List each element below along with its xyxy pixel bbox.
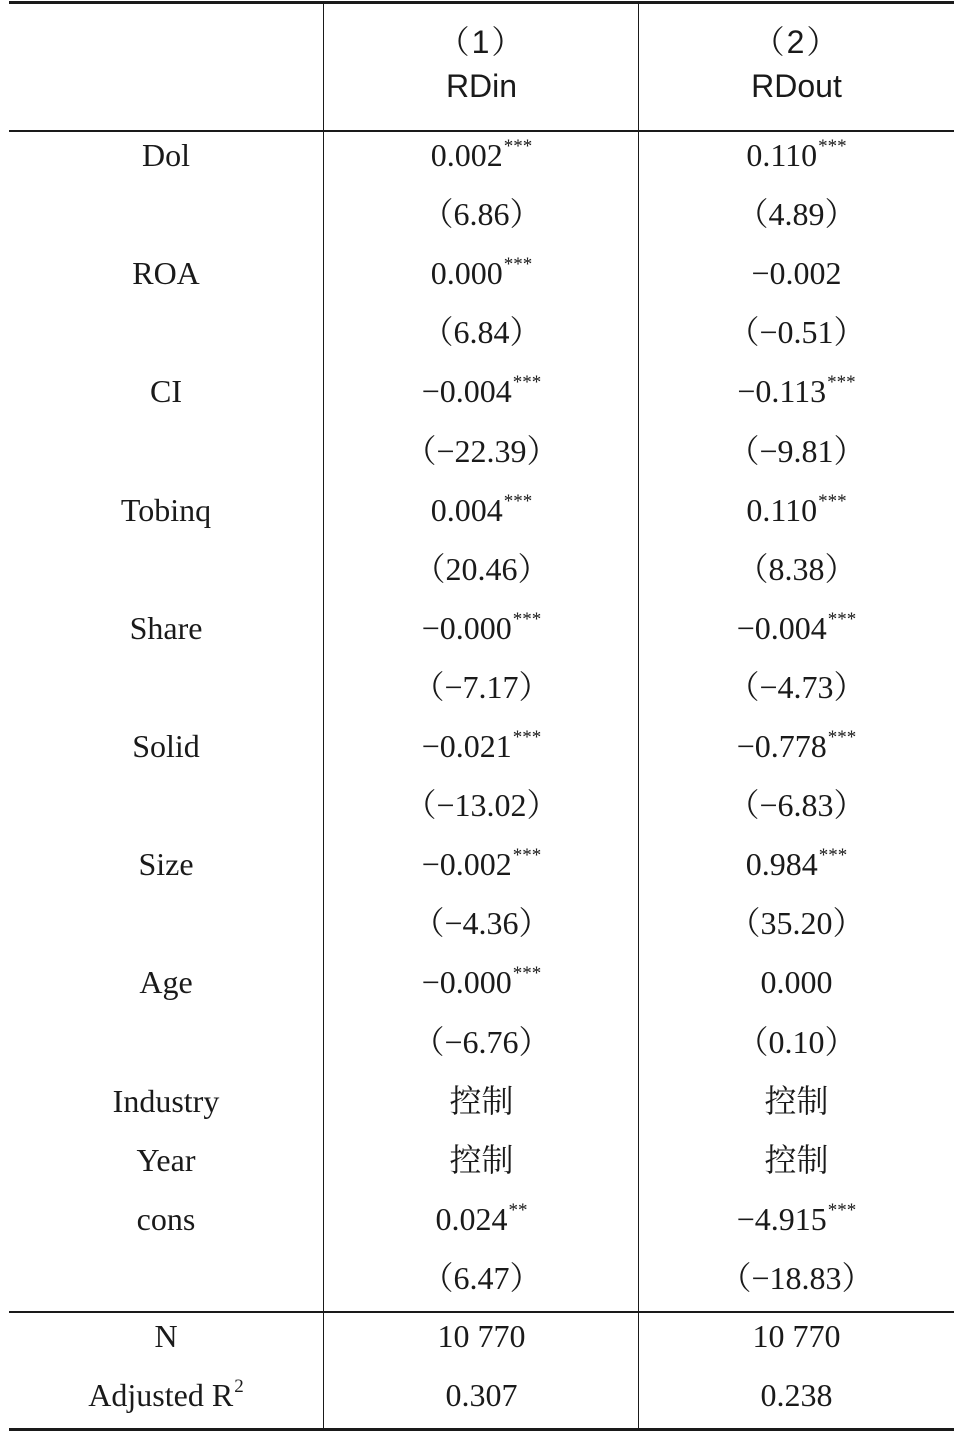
significance-stars: *** <box>512 963 542 985</box>
row-label-value: Year <box>136 1141 196 1178</box>
cell-rdin-value: （20.46） <box>413 550 550 587</box>
table-row <box>9 1249 954 1308</box>
cell-rdout-value: （−18.83） <box>719 1259 874 1296</box>
row-label <box>9 658 323 717</box>
row-label <box>9 894 323 953</box>
cell-rdin <box>324 1249 639 1308</box>
row-label <box>9 481 323 540</box>
cell-rdin-value: −0.000 <box>421 964 512 1001</box>
cell-rdin <box>324 717 639 776</box>
cell-rdin <box>324 658 639 717</box>
significance-stars: *** <box>512 608 542 630</box>
column-header-2 <box>639 20 954 108</box>
cell-rdout-value: 0.984 <box>745 846 818 883</box>
cell-rdin-value: （−13.02） <box>404 787 559 824</box>
cell-rdin-value: （6.86） <box>421 196 542 233</box>
cell-rdout <box>639 1072 954 1131</box>
table-row <box>9 1190 954 1249</box>
cell-rdin <box>324 1131 639 1190</box>
cell-rdin-value: 0.307 <box>445 1377 518 1414</box>
significance-stars: *** <box>512 845 542 867</box>
cell-rdout-value: −4.915 <box>736 1200 827 1237</box>
cell-rdout <box>639 953 954 1012</box>
row-label-value: Age <box>139 964 193 1001</box>
footer-row <box>9 1307 954 1366</box>
cell-rdin-value: （6.47） <box>421 1259 542 1296</box>
row-label <box>9 303 323 362</box>
table-row <box>9 1072 954 1131</box>
cell-rdout <box>639 303 954 362</box>
cell-rdin-value: （6.84） <box>421 314 542 351</box>
table-row <box>9 599 954 658</box>
column-name: RDout <box>751 68 842 104</box>
cell-rdin-value: 0.000 <box>430 255 503 292</box>
cell-rdout-value: 控制 <box>764 1140 829 1179</box>
row-label-value: Solid <box>132 728 200 764</box>
cell-rdin <box>324 776 639 835</box>
row-label <box>9 717 323 776</box>
cell-rdout <box>639 540 954 599</box>
cell-rdout-value: （8.38） <box>736 550 857 587</box>
cell-rdin <box>324 303 639 362</box>
cell-rdout-value: （35.20） <box>728 905 865 942</box>
cell-rdin-value: 10 770 <box>437 1318 526 1354</box>
row-label-value: Dol <box>142 137 190 173</box>
cell-rdout-value: （−6.83） <box>727 787 866 824</box>
significance-stars: *** <box>503 136 533 157</box>
cell-rdout-value: −0.002 <box>751 255 842 292</box>
cell-rdin <box>324 1307 639 1366</box>
cell-rdin <box>324 362 639 421</box>
column-number: （2） <box>752 24 841 60</box>
significance-stars: *** <box>503 254 533 276</box>
cell-rdin <box>324 540 639 599</box>
cell-rdout-value: −0.778 <box>736 728 827 764</box>
cell-rdout-value: （4.89） <box>736 196 857 233</box>
table-row <box>9 481 954 540</box>
cell-rdout-value: −0.113 <box>737 373 827 410</box>
row-label-value: Adjusted R <box>88 1377 234 1414</box>
table-row <box>9 894 954 953</box>
row-label <box>9 1249 323 1308</box>
cell-rdin <box>324 1072 639 1131</box>
cell-rdout-value: 0.238 <box>760 1377 833 1414</box>
cell-rdout <box>639 244 954 303</box>
cell-rdout <box>639 422 954 481</box>
cell-rdin <box>324 422 639 481</box>
significance-stars: *** <box>818 845 848 867</box>
row-label-value: cons <box>136 1200 196 1237</box>
cell-rdin <box>324 835 639 894</box>
cell-rdout-value: （−9.81） <box>727 432 866 469</box>
significance-stars: 2 <box>234 1376 244 1398</box>
column-number: （1） <box>437 24 526 60</box>
cell-rdin-value: 0.002 <box>430 137 503 173</box>
row-label <box>9 599 323 658</box>
row-label <box>9 1190 323 1249</box>
footer-row <box>9 1366 954 1425</box>
table-row <box>9 303 954 362</box>
table-row <box>9 658 954 717</box>
significance-stars: *** <box>827 1199 857 1221</box>
cell-rdout <box>639 1013 954 1072</box>
row-label <box>9 1131 323 1190</box>
row-label <box>9 776 323 835</box>
regression-table <box>9 0 954 1432</box>
row-label-value: Tobinq <box>120 491 212 528</box>
table-row <box>9 835 954 894</box>
bottom-rule <box>9 1428 954 1431</box>
cell-rdin <box>324 894 639 953</box>
significance-stars: *** <box>827 608 857 630</box>
row-label <box>9 1307 323 1366</box>
row-label-value: Share <box>129 609 203 646</box>
cell-rdout <box>639 481 954 540</box>
row-label <box>9 244 323 303</box>
cell-rdout-value: （−4.73） <box>727 668 866 705</box>
column-header-1 <box>324 20 639 108</box>
table-row <box>9 776 954 835</box>
cell-rdin <box>324 599 639 658</box>
table-row <box>9 953 954 1012</box>
cell-rdin-value: −0.004 <box>421 373 512 410</box>
column-name: RDin <box>445 68 518 104</box>
table-row <box>9 1131 954 1190</box>
cell-rdin <box>324 1013 639 1072</box>
significance-stars: *** <box>503 490 533 512</box>
cell-rdin <box>324 1190 639 1249</box>
cell-rdout <box>639 894 954 953</box>
table-row <box>9 540 954 599</box>
cell-rdout <box>639 1190 954 1249</box>
cell-rdout-value: −0.004 <box>736 609 827 646</box>
cell-rdout-value: 10 770 <box>752 1318 841 1354</box>
cell-rdin-value: −0.000 <box>421 609 512 646</box>
table-row <box>9 1013 954 1072</box>
cell-rdout-value: （0.10） <box>736 1023 857 1060</box>
table-row <box>9 362 954 421</box>
cell-rdin-value: （−6.76） <box>412 1023 551 1060</box>
cell-rdout <box>639 126 954 185</box>
cell-rdout-value: 0.000 <box>760 964 833 1001</box>
cell-rdout <box>639 1249 954 1308</box>
cell-rdout <box>639 658 954 717</box>
cell-rdout-value: 0.110 <box>746 137 818 173</box>
row-label <box>9 1013 323 1072</box>
cell-rdin-value: 0.024 <box>435 1200 508 1237</box>
cell-rdout <box>639 776 954 835</box>
row-label <box>9 422 323 481</box>
significance-stars: *** <box>512 727 542 748</box>
cell-rdout-value: 0.110 <box>746 491 818 528</box>
cell-rdin-value: 0.004 <box>430 491 503 528</box>
cell-rdout <box>639 1307 954 1366</box>
cell-rdout <box>639 717 954 776</box>
cell-rdout-value: 控制 <box>764 1081 829 1120</box>
cell-rdin-value: 控制 <box>449 1081 514 1120</box>
cell-rdin <box>324 953 639 1012</box>
cell-rdout <box>639 1366 954 1425</box>
row-label <box>9 1366 323 1425</box>
row-label <box>9 185 323 244</box>
row-label-value: CI <box>150 373 182 410</box>
significance-stars: *** <box>818 490 847 512</box>
table-row <box>9 717 954 776</box>
row-label-value: Size <box>138 846 194 883</box>
cell-rdin <box>324 244 639 303</box>
cell-rdout <box>639 599 954 658</box>
cell-rdout-value: （−0.51） <box>727 314 866 351</box>
row-label <box>9 540 323 599</box>
cell-rdin-value: −0.021 <box>421 728 512 764</box>
row-label-value: Industry <box>112 1082 220 1119</box>
cell-rdout <box>639 835 954 894</box>
cell-rdin <box>324 1366 639 1425</box>
table-row <box>9 244 954 303</box>
cell-rdin <box>324 185 639 244</box>
cell-rdin-value: （−7.17） <box>412 668 551 705</box>
top-rule <box>9 1 954 4</box>
table-row <box>9 185 954 244</box>
cell-rdout <box>639 362 954 421</box>
cell-rdin-value: （−22.39） <box>404 432 559 469</box>
row-label <box>9 953 323 1012</box>
row-label-value: ROA <box>132 255 200 292</box>
significance-stars: *** <box>827 372 856 394</box>
cell-rdin <box>324 481 639 540</box>
cell-rdin-value: 控制 <box>449 1140 514 1179</box>
cell-rdin-value: −0.002 <box>421 846 512 883</box>
row-label <box>9 1072 323 1131</box>
row-label <box>9 835 323 894</box>
cell-rdout <box>639 185 954 244</box>
significance-stars: *** <box>827 727 857 748</box>
cell-rdin <box>324 126 639 185</box>
table-row <box>9 422 954 481</box>
cell-rdin-value: （−4.36） <box>412 905 551 942</box>
row-label <box>9 126 323 185</box>
significance-stars: *** <box>818 136 847 157</box>
table-row <box>9 126 954 185</box>
significance-stars: *** <box>512 372 542 394</box>
row-label-value: N <box>154 1318 178 1354</box>
significance-stars: ** <box>508 1199 528 1221</box>
row-label <box>9 362 323 421</box>
cell-rdout <box>639 1131 954 1190</box>
